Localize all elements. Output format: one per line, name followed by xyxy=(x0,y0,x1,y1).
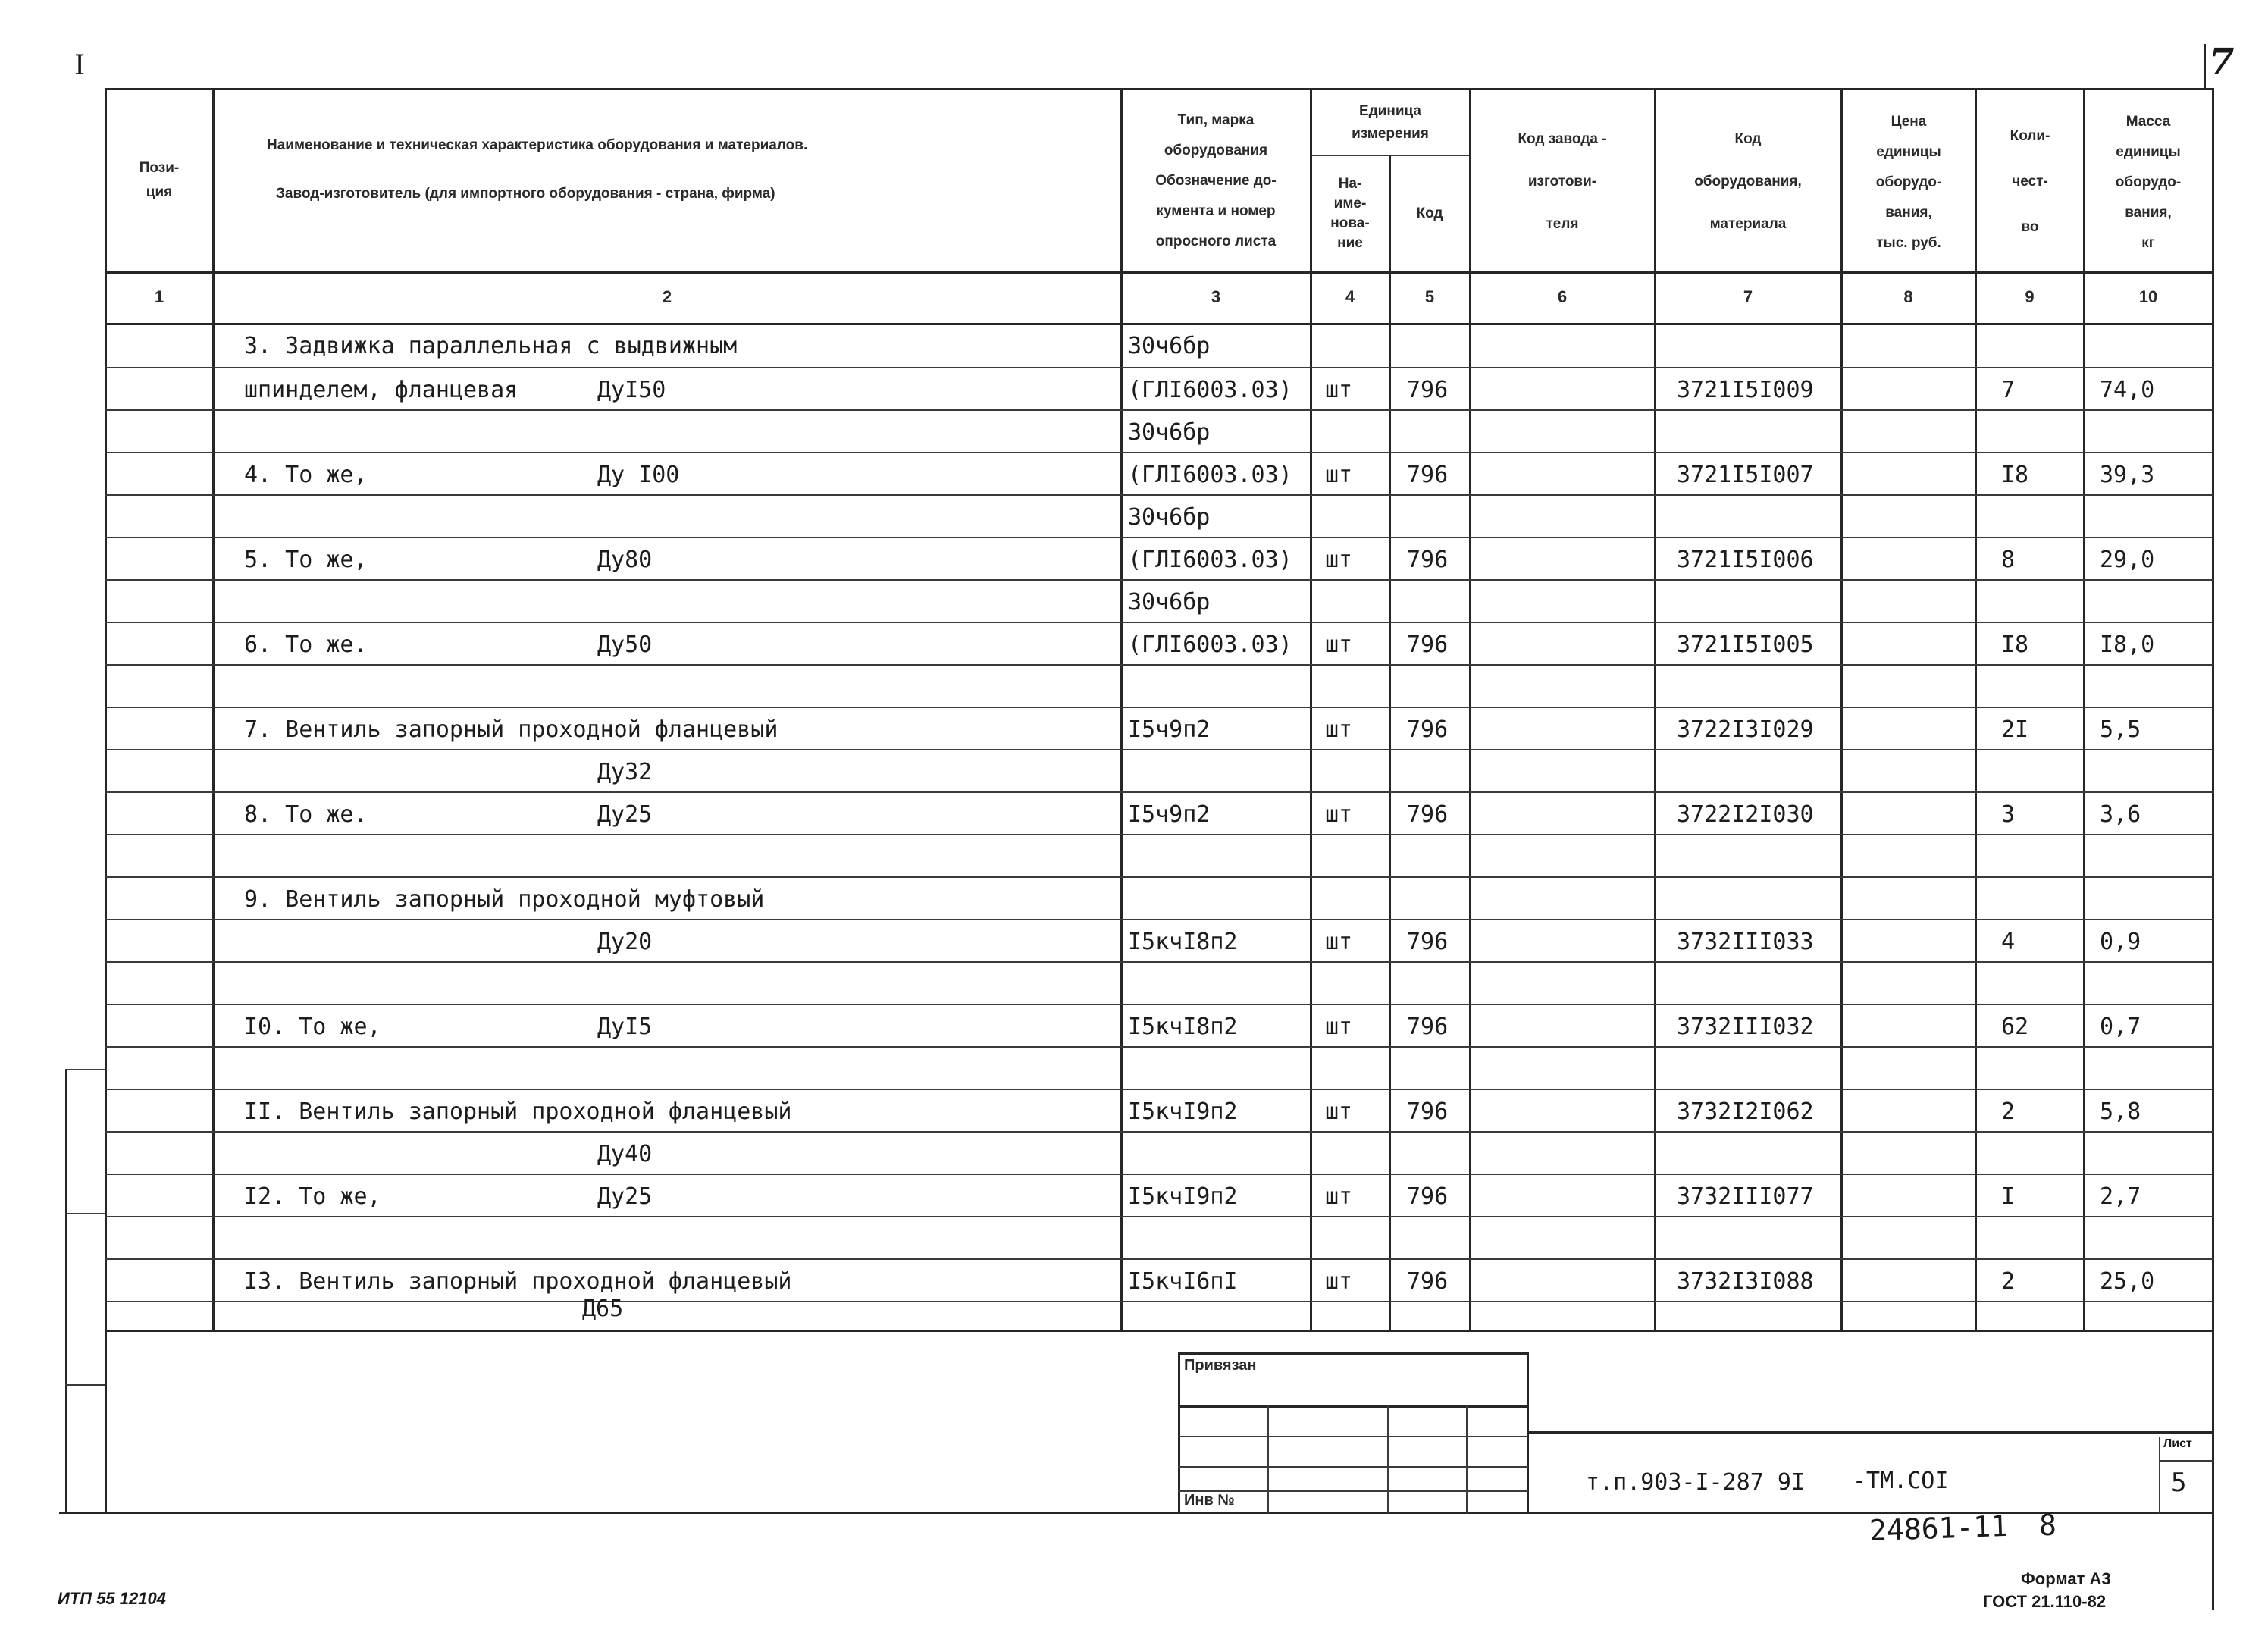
colnum-6: 6 xyxy=(1557,287,1568,306)
item-size: Ду I00 xyxy=(597,462,680,488)
item-mass: 25,0 xyxy=(2100,1268,2155,1295)
item-type: I5ч9п2 xyxy=(1128,716,1211,743)
item-quantity: I xyxy=(2001,1183,2016,1210)
item-type: (ГЛI6003.03) xyxy=(1128,462,1292,488)
header-position: Пози- ция xyxy=(139,160,180,200)
item-unit: шт xyxy=(1325,631,1353,658)
item-quantity: I8 xyxy=(2001,462,2029,488)
item-quantity: 7 xyxy=(2001,377,2016,403)
item-unit-code: 796 xyxy=(1407,716,1449,743)
header-unit-code: Код xyxy=(1416,205,1443,221)
item-size: Ду20 xyxy=(597,929,653,955)
item-equipment-code: 3732I2I062 xyxy=(1677,1098,1814,1125)
colnum-9: 9 xyxy=(2025,287,2035,306)
stamp-privyazan: Привязан xyxy=(1184,1357,1257,1374)
item-name: 3. Задвижка параллельная с выдвижным xyxy=(244,333,738,359)
colnum-2: 2 xyxy=(662,287,672,306)
colnum-1: 1 xyxy=(154,287,164,306)
item-unit: шт xyxy=(1325,1268,1353,1295)
item-unit-code: 796 xyxy=(1407,1098,1449,1125)
item-quantity: 4 xyxy=(2001,929,2016,955)
item-mass: 0,9 xyxy=(2100,929,2141,955)
item-name: I2. То же, xyxy=(244,1183,381,1210)
stamp-inv-no: Инв № xyxy=(1184,1492,1235,1509)
item-unit: шт xyxy=(1325,716,1353,743)
item-type: 30ч6бр xyxy=(1128,589,1211,616)
item-equipment-code: 3732III033 xyxy=(1677,929,1814,955)
colnum-10: 10 xyxy=(2138,287,2158,306)
item-name: 8. То же. xyxy=(244,801,368,828)
item-name: шпинделем, фланцевая xyxy=(244,377,518,403)
item-size: Ду40 xyxy=(597,1141,653,1167)
item-unit: шт xyxy=(1325,1183,1353,1210)
colnum-4: 4 xyxy=(1345,287,1355,306)
header-quantity: Коли- чест- во xyxy=(2010,128,2050,235)
item-quantity: 8 xyxy=(2001,547,2016,573)
item-mass: 29,0 xyxy=(2100,547,2155,573)
item-mass: 39,3 xyxy=(2100,462,2155,488)
item-equipment-code: 3721I5I007 xyxy=(1677,462,1814,488)
item-mass: I8,0 xyxy=(2100,631,2155,658)
item-equipment-code: 3732III032 xyxy=(1677,1014,1814,1040)
item-mass: 74,0 xyxy=(2100,377,2155,403)
item-equipment-code: 3722I2I030 xyxy=(1677,801,1814,828)
item-unit-code: 796 xyxy=(1407,1268,1449,1295)
colnum-5: 5 xyxy=(1424,287,1435,306)
item-name: 6. То же. xyxy=(244,631,368,658)
item-unit: шт xyxy=(1325,1098,1353,1125)
item-quantity: 2 xyxy=(2001,1268,2016,1295)
colnum-7: 7 xyxy=(1743,287,1753,306)
header-type: Тип, марка оборудования Обозначение до- кумента и номер опросного листа xyxy=(1155,112,1277,249)
sheet-number: 5 xyxy=(2171,1468,2187,1498)
item-type: I5кчI8п2 xyxy=(1128,1014,1238,1040)
item-name: I0. То же, xyxy=(244,1014,381,1040)
item-mass: 0,7 xyxy=(2100,1014,2141,1040)
item-name: 9. Вентиль запорный проходной муфтовый xyxy=(244,886,765,913)
item-equipment-code: 3721I5I009 xyxy=(1677,377,1814,403)
item-name: 7. Вентиль запорный проходной фланцевый xyxy=(244,716,778,743)
item-type: 30ч6бр xyxy=(1128,419,1211,446)
item-unit-code: 796 xyxy=(1407,462,1449,488)
item-quantity: 2I xyxy=(2001,716,2029,743)
colnum-8: 8 xyxy=(1903,287,1913,306)
header-unit-group: Единица измерения xyxy=(1352,103,1429,142)
item-mass: 3,6 xyxy=(2100,801,2141,828)
header-name-line2: Завод-изготовитель (для импортного оборудования - страна, фирма) xyxy=(276,186,775,202)
item-size: Ду25 xyxy=(597,1183,653,1210)
item-quantity: 62 xyxy=(2001,1014,2029,1040)
item-unit: шт xyxy=(1325,547,1353,573)
item-unit: шт xyxy=(1325,801,1353,828)
item-unit: шт xyxy=(1325,929,1353,955)
item-name: 5. То же, xyxy=(244,547,368,573)
header-name-line1: Наименование и техническая характеристика оборудования и материалов. xyxy=(267,137,808,153)
item-unit-code: 796 xyxy=(1407,801,1449,828)
item-unit-code: 796 xyxy=(1407,929,1449,955)
header-unit-name: На- име- нова- ние xyxy=(1330,176,1370,251)
item-unit: шт xyxy=(1325,377,1353,403)
item-type: 30ч6бр xyxy=(1128,504,1211,531)
archive-suffix: 8 xyxy=(2039,1509,2057,1542)
item-type: (ГЛI6003.03) xyxy=(1128,547,1292,573)
corner-mark-right: 7 xyxy=(2209,41,2235,83)
item-quantity: 3 xyxy=(2001,801,2016,828)
header-price: Цена единицы оборудо- вания, тыс. руб. xyxy=(1875,114,1942,251)
item-unit: шт xyxy=(1325,462,1353,488)
item-unit: шт xyxy=(1325,1014,1353,1040)
footer-gost: ГОСТ 21.110-82 xyxy=(1983,1592,2107,1611)
item-equipment-code: 3721I5I005 xyxy=(1677,631,1814,658)
corner-mark-left: I xyxy=(74,50,86,81)
item-type: (ГЛI6003.03) xyxy=(1128,631,1292,658)
item-name: 4. То же, xyxy=(244,462,368,488)
item-type: I5кчI6пI xyxy=(1128,1268,1238,1295)
item-type: I5кчI9п2 xyxy=(1128,1183,1238,1210)
item-unit-code: 796 xyxy=(1407,1014,1449,1040)
item-type: I5кчI8п2 xyxy=(1128,929,1238,955)
item-size: Ду25 xyxy=(597,801,653,828)
colnum-3: 3 xyxy=(1211,287,1221,306)
item-mass: 5,5 xyxy=(2100,716,2141,743)
item-type: I5кчI9п2 xyxy=(1128,1098,1238,1125)
item-unit-code: 796 xyxy=(1407,631,1449,658)
item-size: Ду50 xyxy=(597,631,653,658)
item-type: I5ч9п2 xyxy=(1128,801,1211,828)
item-mass: 2,7 xyxy=(2100,1183,2141,1210)
document-suffix: -ТМ.СОI xyxy=(1853,1468,1949,1494)
item-equipment-code: 3722I3I029 xyxy=(1677,716,1814,743)
item-quantity: 2 xyxy=(2001,1098,2016,1125)
header-plant-code: Код завода - изготови- теля xyxy=(1518,131,1607,232)
sheet-label: Лист xyxy=(2163,1437,2192,1450)
archive-number: 24861-11 xyxy=(1869,1509,2009,1548)
footer-code: ИТП 55 12104 xyxy=(58,1589,166,1608)
item-equipment-code: 3721I5I006 xyxy=(1677,547,1814,573)
item-unit-code: 796 xyxy=(1407,1183,1449,1210)
item-mass: 5,8 xyxy=(2100,1098,2141,1125)
item-name: II. Вентиль запорный проходной фланцевый xyxy=(244,1098,792,1125)
item-size: Ду80 xyxy=(597,547,653,573)
item-unit-code: 796 xyxy=(1407,377,1449,403)
item-equipment-code: 3732III077 xyxy=(1677,1183,1814,1210)
item-size: ДуI50 xyxy=(597,377,666,403)
item-size: Д65 xyxy=(582,1296,624,1322)
document-code: т.п.903-I-287 9I xyxy=(1586,1469,1805,1496)
footer-format: Формат А3 xyxy=(2021,1569,2111,1588)
item-unit-code: 796 xyxy=(1407,547,1449,573)
header-mass: Масса единицы оборудо- вания, кг xyxy=(2115,114,2182,251)
item-name: I3. Вентиль запорный проходной фланцевый xyxy=(244,1268,792,1295)
item-equipment-code: 3732I3I088 xyxy=(1677,1268,1814,1295)
item-quantity: I8 xyxy=(2001,631,2029,658)
item-size: ДуI5 xyxy=(597,1014,653,1040)
item-type: 30ч6бр xyxy=(1128,333,1211,359)
header-equipment-code: Код оборудования, материала xyxy=(1694,131,1802,232)
item-size: Ду32 xyxy=(597,759,653,785)
item-type: (ГЛI6003.03) xyxy=(1128,377,1292,403)
